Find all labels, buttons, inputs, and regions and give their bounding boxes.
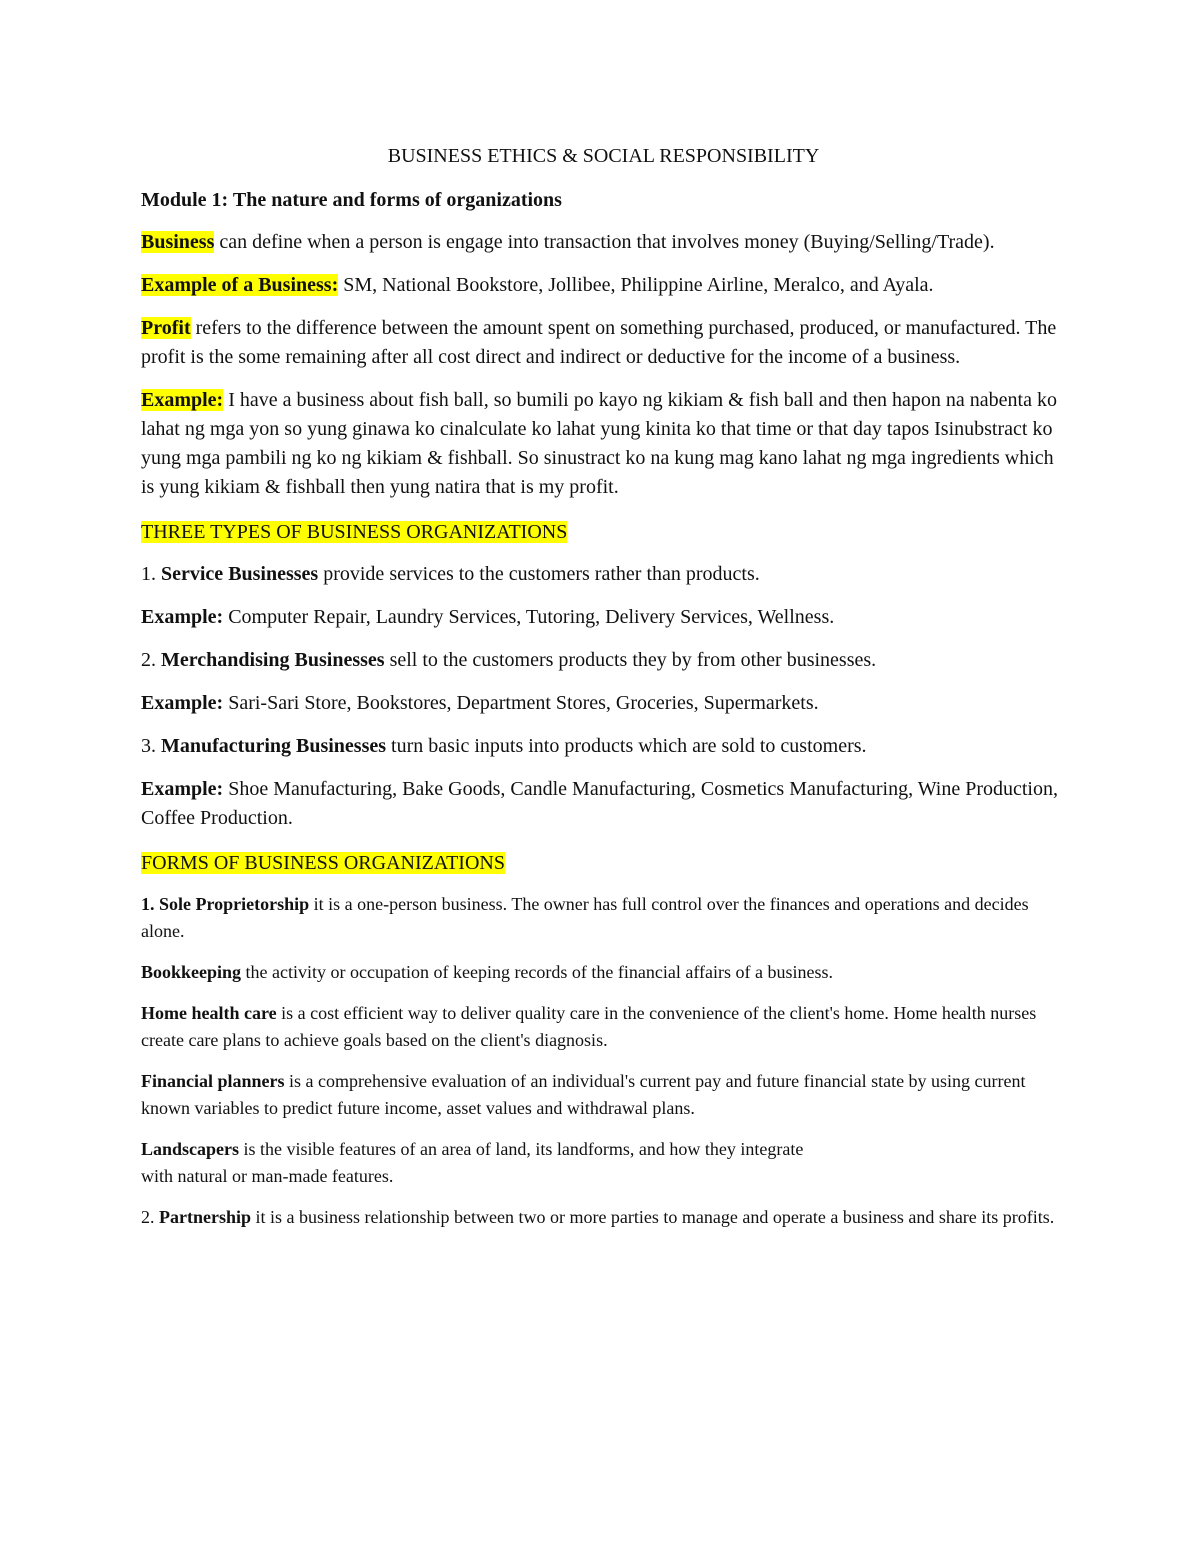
form-term: Partnership	[159, 1207, 251, 1227]
profit-definition	[141, 314, 1066, 372]
type-item-merchandising	[141, 646, 1066, 675]
type-term: Service Businesses	[161, 563, 319, 585]
example-label: Example:	[141, 692, 224, 714]
forms-heading-text: FORMS OF BUSINESS ORGANIZATIONS	[141, 852, 505, 874]
form-desc-line2: with natural or man-made features.	[141, 1166, 394, 1186]
type-number: 2.	[141, 649, 161, 671]
type-desc: provide services to the customers rather than products.	[318, 563, 760, 585]
type-number: 1.	[141, 563, 161, 585]
business-example-text: SM, National Bookstore, Jollibee, Philippine Airline, Meralco, and Ayala.	[338, 274, 934, 296]
example-text: Sari-Sari Store, Bookstores, Department Stores, Groceries, Supermarkets.	[223, 692, 819, 714]
example-label: Example:	[141, 778, 224, 800]
type-example-manufacturing	[141, 775, 1066, 833]
form-desc: is a cost efficient way to deliver quality care in the convenience of the client's home. Home health nurses create care plans to achieve goals based on the client's diagnosis.	[141, 1003, 1037, 1050]
form-partnership	[141, 1204, 1066, 1231]
profit-term: Profit	[141, 317, 191, 339]
document-title: BUSINESS ETHICS & SOCIAL RESPONSIBILITY	[387, 145, 820, 167]
business-example-label: Example of a Business:	[141, 274, 339, 296]
form-number: 1.	[141, 894, 159, 914]
form-desc: it is a business relationship between two or more parties to manage and operate a business and share its profits.	[251, 1207, 1055, 1227]
profit-def-text: refers to the difference between the amount spent on something purchased, produced, or manufactured. The profit is the some remaining after all cost direct and indirect or deductive for the income of a business.	[141, 317, 1057, 368]
form-desc: it is a one-person business. The owner has full control over the finances and operations and decides alone.	[141, 894, 1029, 941]
business-term: Business	[141, 231, 215, 253]
business-example	[141, 271, 1066, 300]
example-text: Shoe Manufacturing, Bake Goods, Candle Manufacturing, Cosmetics Manufacturing, Wine Production, Coffee Production.	[141, 778, 1058, 829]
form-term: Financial planners	[141, 1071, 285, 1091]
business-definition	[141, 228, 1066, 257]
module-heading: Module 1: The nature and forms of organizations	[141, 189, 562, 211]
document-page	[141, 140, 1066, 1245]
type-term: Manufacturing Businesses	[161, 735, 387, 757]
example-text: Computer Repair, Laundry Services, Tutoring, Delivery Services, Wellness.	[223, 606, 835, 628]
type-desc: turn basic inputs into products which are sold to customers.	[386, 735, 867, 757]
type-term: Merchandising Businesses	[161, 649, 385, 671]
profit-example-label: Example:	[141, 389, 224, 411]
form-sole-proprietorship	[141, 891, 1066, 945]
business-def-text: can define when a person is engage into transaction that involves money (Buying/Selling/Trade).	[214, 231, 995, 253]
form-term: Home health care	[141, 1003, 277, 1023]
form-bookkeeping	[141, 959, 1066, 986]
form-home-health-care	[141, 1000, 1066, 1054]
types-heading	[141, 516, 1066, 548]
forms-heading	[141, 847, 1066, 879]
type-item-manufacturing	[141, 732, 1066, 761]
form-desc: the activity or occupation of keeping records of the financial affairs of a business.	[241, 962, 833, 982]
form-number: 2.	[141, 1207, 159, 1227]
type-item-service	[141, 560, 1066, 589]
type-number: 3.	[141, 735, 161, 757]
form-term: Sole Proprietorship	[159, 894, 310, 914]
example-label: Example:	[141, 606, 224, 628]
form-financial-planners	[141, 1068, 1066, 1122]
form-landscapers	[141, 1136, 1066, 1190]
type-example-merchandising	[141, 689, 1066, 718]
profit-example-text: I have a business about fish ball, so bumili po kayo ng kikiam & fish ball and then hapon na nabenta ko lahat ng mga yon so yung ginawa ko cinalculate ko lahat yung kinita ko that time or that day tapos Isinubstract ko yung mga pambili ng ko ng kikiam & fishball. So sinustract ko na kung mag kano lahat ng mga ingredients which is yung kikiam & fishball then yung natira that is my profit.	[141, 389, 1057, 498]
types-heading-text: THREE TYPES OF BUSINESS ORGANIZATIONS	[141, 521, 568, 543]
form-desc: is a comprehensive evaluation of an individual's current pay and future financial state by using current known variables to predict future income, asset values and withdrawal plans.	[141, 1071, 1026, 1118]
form-term: Landscapers	[141, 1139, 240, 1159]
form-desc-line1: is the visible features of an area of land, its landforms, and how they integrate	[239, 1139, 804, 1159]
profit-example	[141, 386, 1066, 502]
type-desc: sell to the customers products they by from other businesses.	[384, 649, 877, 671]
type-example-service	[141, 603, 1066, 632]
form-term: Bookkeeping	[141, 962, 242, 982]
